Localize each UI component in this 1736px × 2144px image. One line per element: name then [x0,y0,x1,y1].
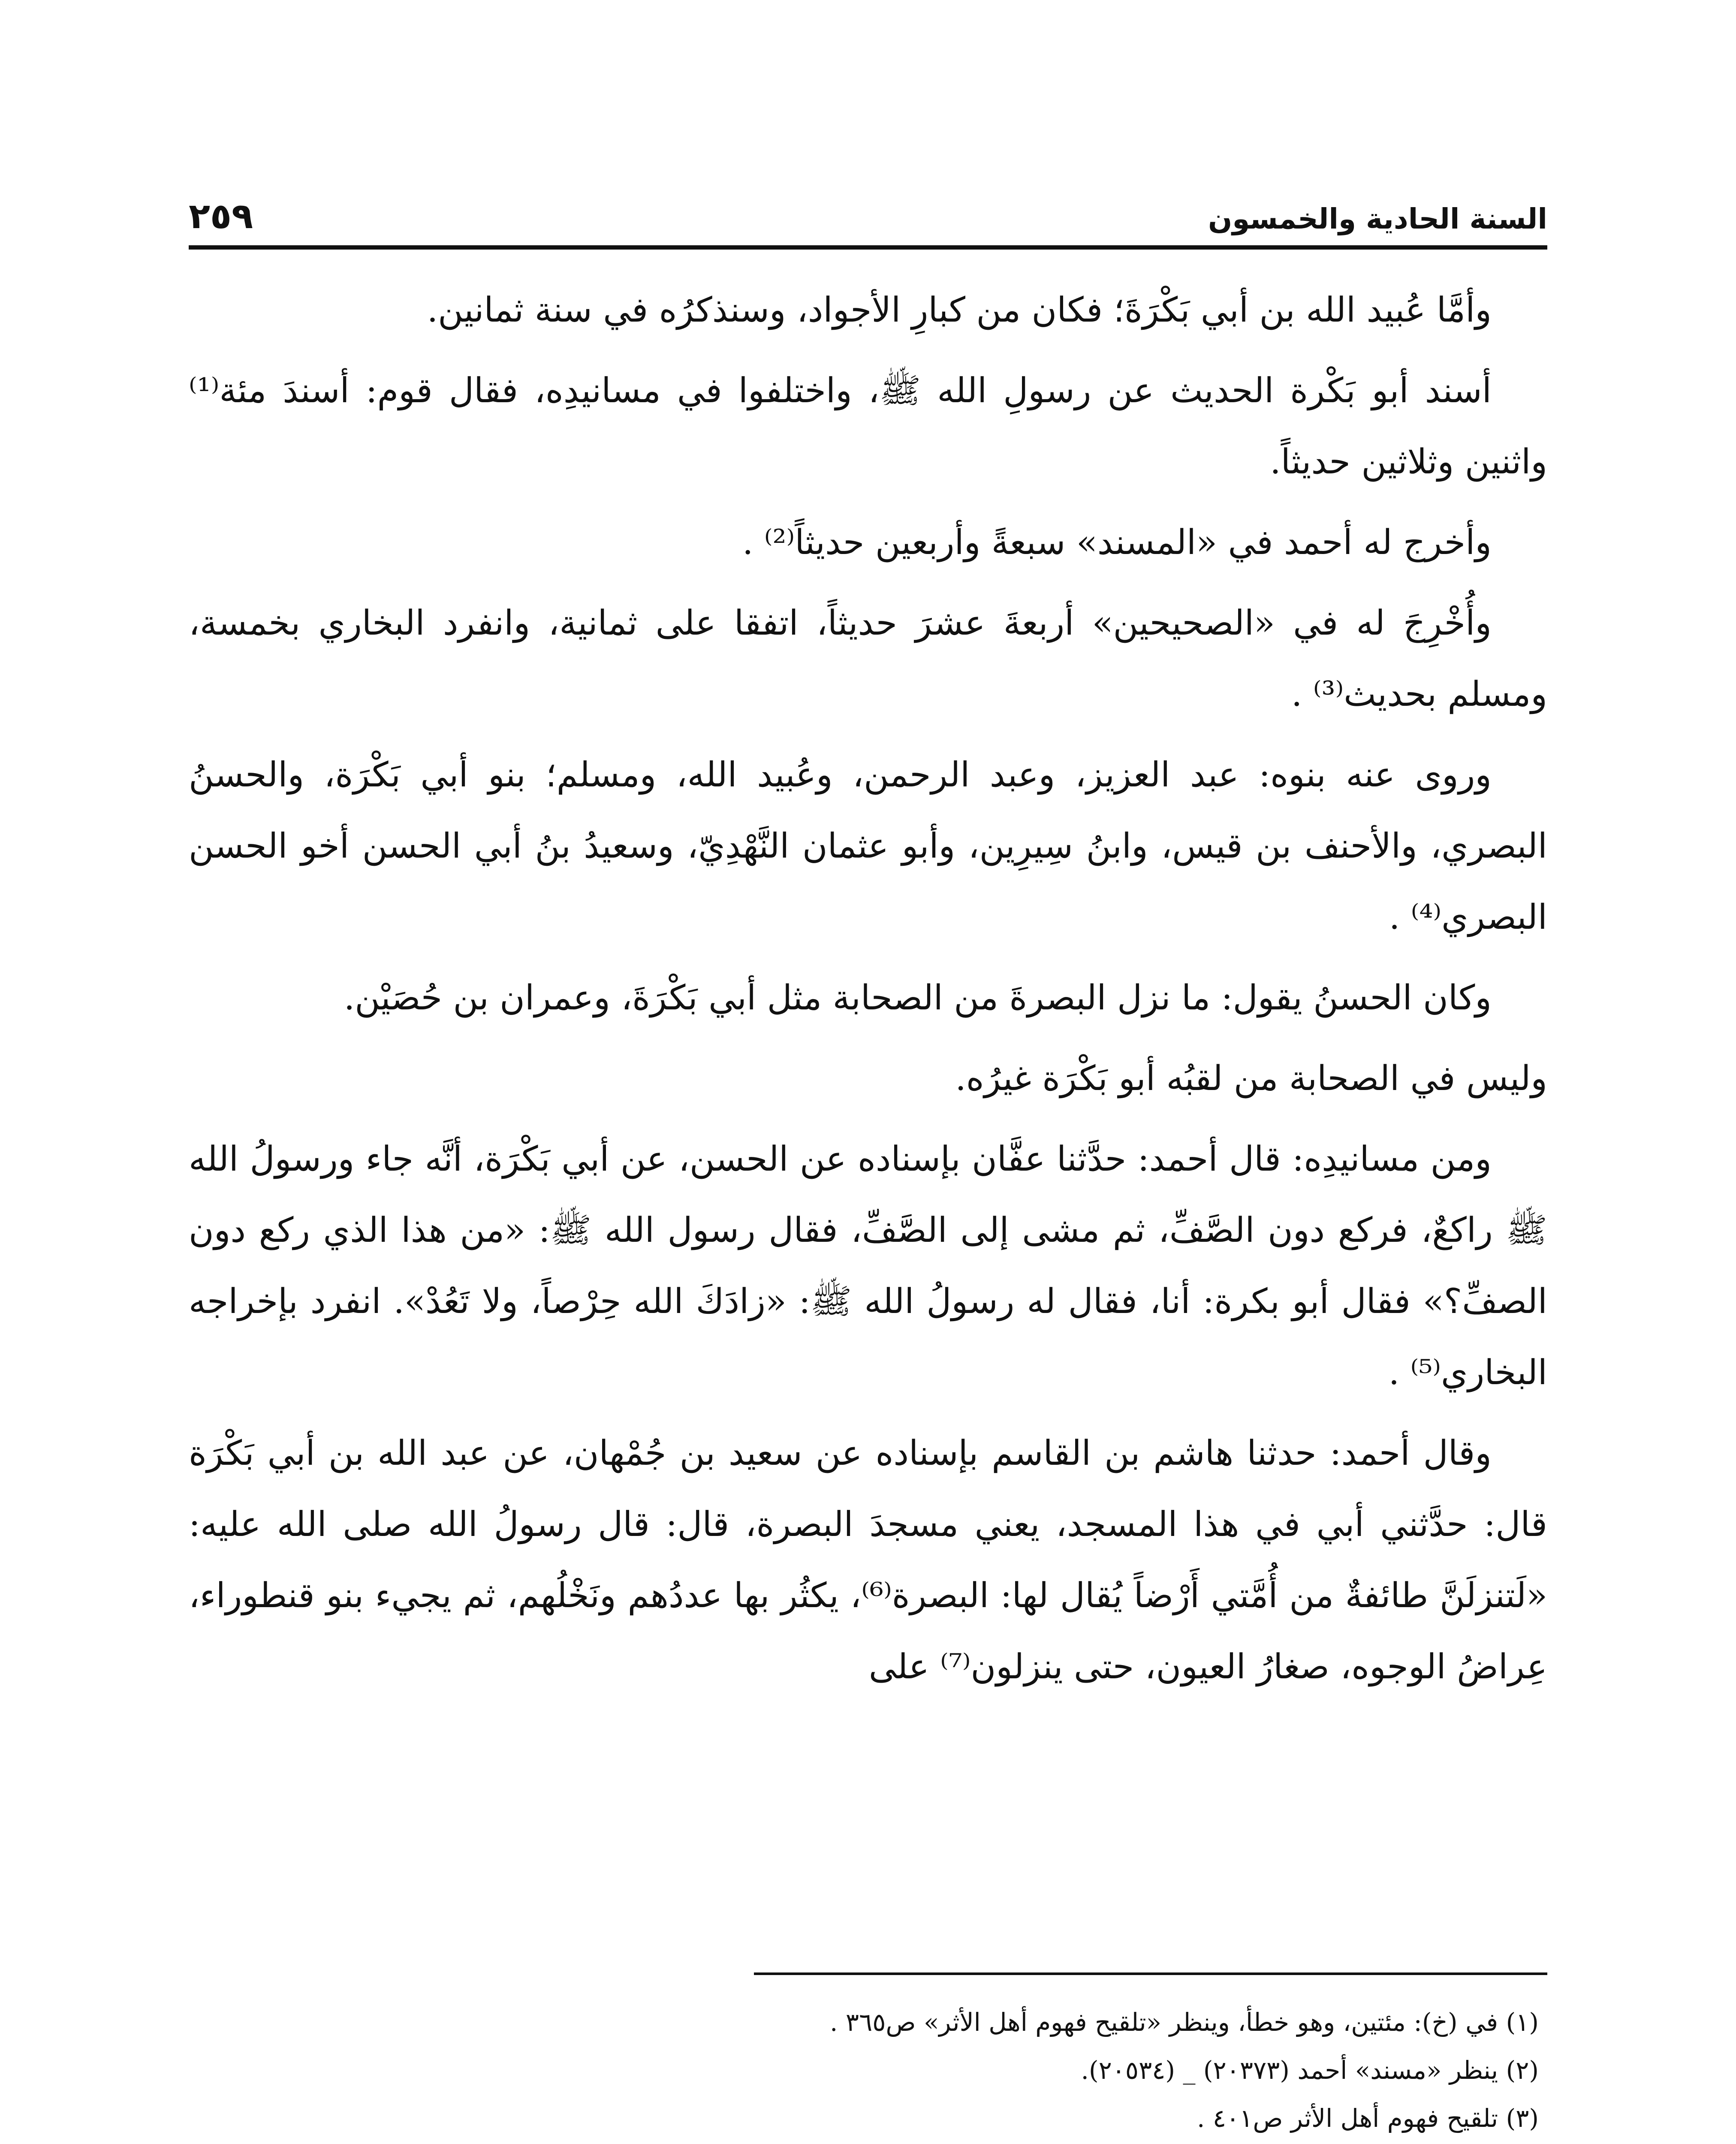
paragraph: أسند أبو بَكْرة الحديث عن رسولِ الله ﷺ، واختلفوا في مسانيدِه، فقال قوم: أسندَ مئة⁽¹⁾ واثنين وثلاثين حديثاً. [189,370,1547,482]
paragraph: ومن مسانيدِه: قال أحمد: حدَّثنا عفَّان بإسناده عن الحسن، عن أبي بَكْرَة، أنَّه جاء ورسولُ الله ﷺ راكعٌ، فركع دون الصَّفِّ، ثم مشى إلى الصَّفِّ، فقال رسول الله ﷺ: «من هذا الذي ركع دون الصفِّ؟» فقال أبو بكرة: أنا، فقال له رسولُ الله ﷺ: «زادَكَ الله حِرْصاً، ولا تَعُدْ». انفرد بإخراجه البخاري⁽⁵⁾ . [189,1139,1547,1392]
chapter-title: السنة الحادية والخمسون [1208,202,1547,235]
page-number: ٢٥٩ [189,196,253,237]
paragraph: وأمَّا عُبيد الله بن أبي بَكْرَةَ؛ فكان من كبارِ الأجواد، وسنذكرُه في سنة ثمانين. [427,290,1492,330]
main-text [189,274,1547,1712]
running-header [189,172,1547,236]
paragraph: وكان الحسنُ يقول: ما نزل البصرةَ من الصحابة مثل أبي بَكْرَةَ، وعمران بن حُصَيْن. [344,978,1492,1018]
paragraph: وقال أحمد: حدثنا هاشم بن القاسم بإسناده عن سعيد بن جُمْهان، عن عبد الله بن أبي بَكْرَة قال: حدَّثني أبي في هذا المسجد، يعني مسجدَ البصرة، قال: قال رسولُ الله صلى الله عليه: «لَتنزلَنَّ طائفةٌ من أُمَّتي أَرْضاً يُقال لها: البصرة⁽⁶⁾، يكثُر بها عددُهم ونَخْلُهم، ثم يجيء بنو قنطوراء، عِراضُ الوجوه، صغارُ العيون، حتى ينزلون⁽⁷⁾ على [189,1433,1548,1686]
footnote-divider [754,1972,1547,1975]
paragraph: وروى عنه بنوه: عبد العزيز، وعبد الرحمن، وعُبيد الله، ومسلم؛ بنو أبي بَكْرَة، والحسنُ البصري، والأحنف بن قيس، وابنُ سِيرِين، وأبو عثمان النَّهْدِيّ، وسعيدُ بنُ أبي الحسن أخو الحسن البصري⁽⁴⁾ . [189,755,1547,937]
paragraph: وأخرج له أحمد في «المسند» سبعةً وأربعين حديثاً⁽²⁾ . [742,522,1492,562]
footnote: (٣) تلقيح فهوم أهل الأثر ص٤٠١ . [1197,2104,1539,2133]
footnote: (٢) ينظر «مسند» أحمد (٢٠٣٧٣) _ (٢٠٥٣٤). [1081,2056,1539,2085]
footnote: (١) في (خ): مئتين، وهو خطأ، وينظر «تلقيح فهوم أهل الأثر» ص٣٦٥ . [830,2008,1539,2037]
paragraph: وليس في الصحابة من لقبُه أبو بَكْرَة غيرُه. [955,1058,1547,1098]
paragraph: وأُخْرِجَ له في «الصحيحين» أربعةَ عشرَ حديثاً، اتفقا على ثمانية، وانفرد البخاري بخمسة، ومسلم بحديث⁽³⁾ . [189,603,1547,714]
header-divider [189,245,1547,250]
footnote [189,2142,1539,2144]
footnotes [189,1998,1539,2144]
